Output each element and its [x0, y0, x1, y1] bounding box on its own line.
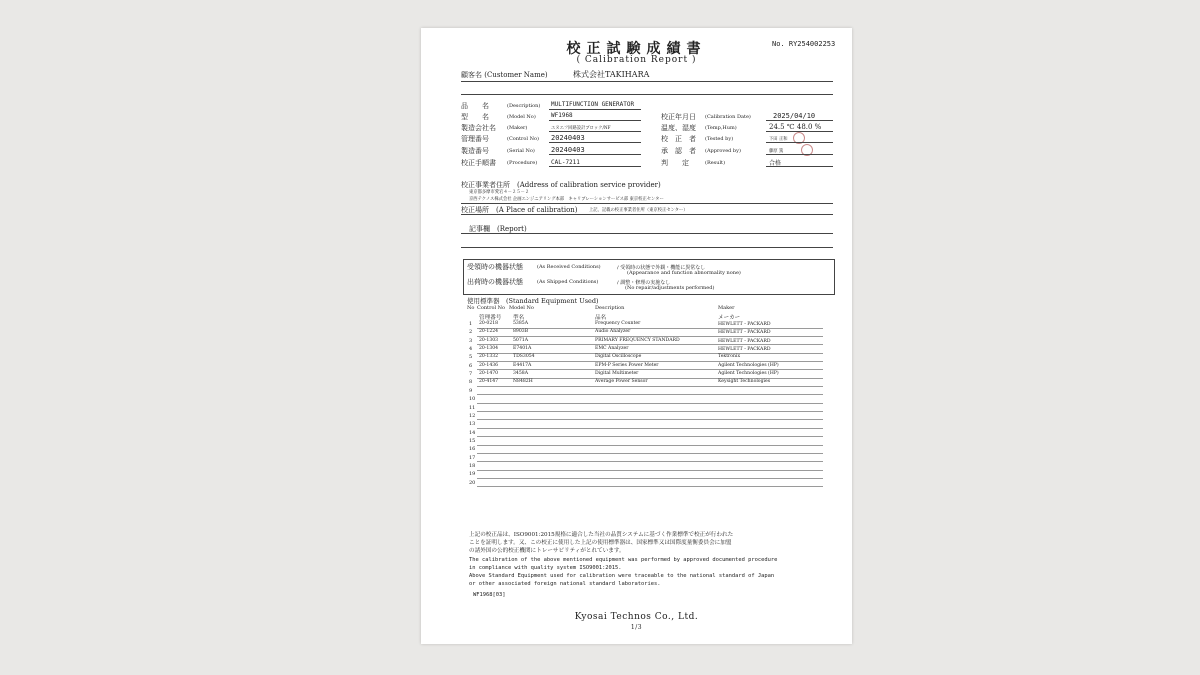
remarks-underline-2 [461, 247, 833, 248]
field-label-maker: 製造会社名 [461, 124, 496, 132]
field-value-serial: 20240403 [551, 146, 585, 154]
customer-underline-2 [461, 94, 833, 95]
received-en: (As Received Conditions) [537, 264, 601, 270]
received-label: 受領時の機器状態 [467, 263, 523, 271]
received-value-en: (Appearance and function abnormality none) [627, 270, 741, 276]
cell-description: Digital Multimeter [595, 371, 639, 377]
note-line: ことを証明します。又、この校正に使用した上記の使用標準器は、国家標準又は国際度量衡委員会に加盟 [469, 540, 732, 546]
company-name: Kyosai Technos Co., Ltd. [574, 612, 699, 622]
row-number: 10 [469, 396, 476, 403]
header-description-jp: 品名 [595, 315, 607, 321]
row-rule [477, 461, 823, 462]
row-rule [477, 478, 823, 479]
field-en-temp: (Temp,Hum) [705, 125, 737, 131]
address-line-1: 東京都多摩市愛宕４－２５－２ [469, 190, 530, 195]
row-number: 6 [469, 362, 473, 369]
cell-maker: Agilent Technologies (HP) [718, 371, 779, 377]
field-value-result: 合格 [769, 160, 782, 167]
row-number: 1 [469, 321, 473, 327]
cell-maker: HEWLETT・PACKARD [718, 347, 771, 353]
report-subtitle: ( Calibration Report ) [576, 55, 697, 65]
row-number: 14 [469, 429, 476, 436]
header-description: Description [595, 305, 625, 311]
field-label-description: 品 名 [461, 102, 489, 110]
note-line: The calibration of the above mentioned equipment was performed by approved documented procedure [469, 557, 778, 563]
field-value-model: WF1968 [551, 112, 573, 119]
cell-control-no: 20-1470 [479, 371, 499, 377]
row-rule [477, 394, 823, 395]
row-rule [477, 453, 823, 454]
field-label-cal-date: 校正年月日 [661, 113, 696, 121]
row-rule [477, 445, 823, 446]
field-label-temp: 温度、湿度 [661, 124, 696, 132]
cell-model-no: 3458A [513, 371, 529, 377]
field-en-approved-by: (Approved by) [705, 148, 741, 154]
field-en-description: (Description) [507, 103, 541, 109]
report-title: 校正試験成績書 [566, 41, 707, 57]
field-en-model: (Model No) [507, 114, 536, 120]
field-label-control: 管理番号 [461, 135, 489, 143]
address-line-2: 京西テクノス株式会社 企画エンジニアリング本部 キャリブレーションサービス部 東京校正センター [469, 197, 664, 202]
row-number: 3 [469, 337, 473, 344]
cell-control-no: 20-1224 [479, 329, 499, 335]
field-en-maker: (Maker) [507, 125, 528, 131]
row-number: 9 [469, 387, 473, 394]
field-label-approved-by: 承 認 者 [661, 147, 696, 155]
cell-model-no: E4417A [513, 362, 532, 368]
field-en-serial: (Serial No) [507, 148, 535, 154]
cell-control-no: 20-1303 [479, 337, 499, 343]
header-maker: Maker [718, 305, 735, 311]
place-value: 上記、記載の校正事業者住所（東京校正センター） [589, 208, 688, 213]
calibration-report-page [421, 28, 852, 644]
shipped-value-jp: / 調整・修理の実施なし [617, 280, 671, 286]
field-underline [766, 166, 833, 167]
cell-control-no: 20-1304 [479, 346, 499, 352]
header-maker-jp: メーカー [718, 315, 741, 321]
address-label: 校正事業者住所 (Address of calibration service provider) [461, 181, 661, 189]
field-underline [766, 120, 833, 121]
form-code: WF1968[03] [473, 592, 506, 598]
row-number: 7 [469, 371, 473, 378]
row-number: 17 [469, 454, 476, 461]
header-control-jp: 管理番号 [479, 315, 502, 321]
cell-control-no: 20-4147 [479, 379, 499, 385]
field-value-temp: 24.5 ℃ 48.0 % [769, 123, 822, 131]
shipped-en: (As Shipped Conditions) [537, 279, 599, 285]
row-number: 15 [469, 437, 476, 444]
remarks-label: 記事欄 (Report) [469, 225, 527, 233]
note-line: or other associated foreign national standard laboratories. [469, 581, 661, 587]
customer-underline [461, 81, 833, 82]
row-rule [477, 470, 823, 471]
cell-description: PRIMARY FREQUENCY STANDARD [595, 337, 680, 343]
row-number: 12 [469, 412, 476, 419]
equipment-title: 使用標準器 (Standard Equipment Used) [467, 297, 599, 305]
cell-maker: HEWLETT・PACKARD [718, 322, 771, 327]
row-number: 8 [469, 379, 473, 386]
cell-description: Average Power Sensor [595, 379, 648, 385]
place-label: 校正場所 (A Place of calibration) [461, 206, 578, 214]
header-control-no: Control No [477, 305, 506, 311]
row-rule [477, 403, 823, 404]
row-number: 19 [469, 471, 476, 478]
field-value-control: 20240403 [551, 134, 585, 142]
page-number: 1/3 [630, 624, 643, 631]
place-underline [461, 214, 833, 215]
field-underline [766, 154, 833, 155]
field-en-control: (Control No) [507, 136, 539, 142]
address-underline [461, 203, 833, 204]
report-number: No. RY254002253 [772, 40, 836, 48]
row-rule [477, 411, 823, 412]
row-rule [477, 386, 823, 387]
field-value-tested-by: 下田 正和 [769, 137, 788, 142]
cell-model-no: N8482H [513, 379, 533, 385]
cell-model-no: TDS3054 [513, 354, 535, 360]
field-label-result: 判 定 [661, 159, 689, 167]
cell-model-no: 5385A [513, 321, 529, 326]
row-rule [477, 428, 823, 429]
note-line: の諸外国の公的校正機関にトレーサビリティがとれています。 [469, 548, 625, 554]
field-label-serial: 製造番号 [461, 147, 489, 155]
cell-description: EPM-P Series Power Meter [595, 362, 659, 368]
row-rule [477, 328, 823, 329]
cell-model-no: 5071A [513, 337, 529, 343]
field-underline [766, 142, 833, 143]
note-line: in compliance with quality system ISO9001:2015. [469, 565, 622, 571]
header-model-jp: 型名 [513, 315, 525, 321]
header-no: No [467, 305, 475, 311]
row-rule [477, 486, 823, 487]
field-en-tested-by: (Tested by) [705, 136, 734, 142]
row-number: 4 [469, 346, 473, 353]
cell-maker: Keysight Technologies [718, 379, 771, 385]
field-label-tested-by: 校 正 者 [661, 135, 696, 143]
row-number: 18 [469, 462, 476, 469]
cell-description: EMC Analyzer [595, 346, 629, 352]
cell-control-no: 20-1332 [479, 354, 499, 360]
shipped-value-en: (No repair/adjustments performed) [625, 285, 715, 291]
customer-name: 株式会社TAKIHARA [573, 70, 650, 79]
field-underline [549, 142, 641, 143]
field-value-procedure: CAL-7211 [551, 159, 580, 166]
cell-model-no: E7401A [513, 346, 532, 352]
row-rule [477, 436, 823, 437]
field-en-cal-date: (Calibration Date) [705, 114, 751, 120]
field-underline [549, 166, 641, 167]
row-number: 20 [469, 479, 476, 486]
cell-maker: HEWLETT・PACKARD [718, 330, 771, 336]
row-rule [477, 419, 823, 420]
field-value-cal-date: 2025/04/10 [773, 112, 816, 120]
field-value-maker: エヌエフ回路設計ブロック/NF [551, 126, 611, 131]
row-number: 16 [469, 446, 476, 453]
cell-control-no: 20-1436 [479, 362, 499, 368]
cell-description: Audio Analyzer [595, 329, 631, 335]
field-underline [549, 109, 641, 110]
field-en-procedure: (Procedure) [507, 160, 538, 166]
cell-maker: HEWLETT・PACKARD [718, 338, 771, 344]
field-label-procedure: 校正手順書 [461, 159, 496, 167]
remarks-underline [461, 233, 833, 234]
cell-model-no: 8903B [513, 329, 529, 335]
field-underline [549, 131, 641, 132]
header-model-no: Model No [509, 305, 534, 311]
row-number: 2 [469, 329, 473, 336]
cell-maker: Tektronix [718, 354, 741, 360]
shipped-label: 出荷時の機器状態 [467, 278, 523, 286]
cell-description: Frequency Counter [595, 321, 641, 326]
field-value-description: MULTIFUNCTION GENERATOR [551, 101, 635, 108]
row-number: 11 [469, 404, 476, 411]
cell-control-no: 20-0218 [479, 321, 499, 326]
field-underline [549, 120, 641, 121]
note-line: 上記の校正品は、ISO9001:2015規格に適合した当社の品質システムに基づく作業標準で校正が行われた [469, 532, 734, 538]
note-line: Above Standard Equipment used for calibration were traceable to the national standard of Japan [469, 573, 775, 579]
cell-maker: Agilent Technologies (HP) [718, 362, 779, 368]
cell-description: Digital Oscilloscope [595, 354, 642, 360]
row-number: 5 [469, 354, 473, 361]
received-value-jp: / 受領時の状態で外観・機能に異常なし [617, 265, 706, 271]
field-underline [549, 154, 641, 155]
field-en-result: (Result) [705, 160, 726, 166]
field-value-approved-by: 藤原 篤 [769, 149, 784, 154]
row-number: 13 [469, 421, 476, 428]
field-label-model: 型 名 [461, 113, 489, 121]
customer-label: 顧客名 (Customer Name) [461, 71, 548, 79]
